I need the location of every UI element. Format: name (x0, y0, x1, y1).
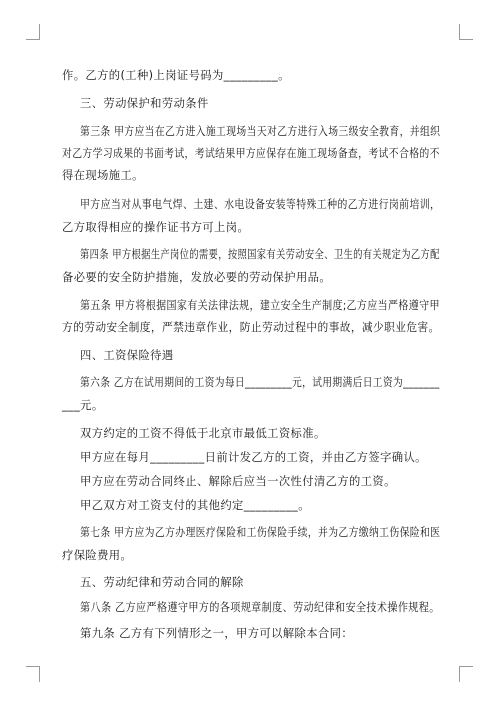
text-line: 甲方应在劳动合同终止、解除后应当一次性付清乙方的工资。 (80, 475, 396, 488)
text-line: 第六条 乙方在试用期间的工资为每日_________元，试用期满后日工资为_______ (80, 376, 440, 389)
text-line: 第五条 甲方将根据国家有关法律法规，建立安全生产制度;乙方应当严格遵守甲 (80, 299, 440, 312)
crop-mark-top-right (459, 39, 473, 40)
section-heading: 五、劳动纪律和劳动合同的解除 (80, 576, 244, 589)
crop-mark-bottom-right (459, 666, 460, 682)
text-line: 第八条 乙方应严格遵守甲方的各项规章制度、劳动纪律和安全技术操作规程。 (80, 601, 440, 614)
text-line: 得在现场施工。 (62, 169, 144, 182)
text-line: 对乙方学习成果的书面考试，考试结果甲方应保存在施工现场备查，考试不合格的不 (62, 147, 440, 160)
section-heading: 三、劳动保护和劳动条件 (80, 97, 209, 110)
crop-mark-top-left (26, 39, 40, 40)
text-line: 第四条 甲方根据生产岗位的需要，按照国家有关劳动安全、卫生的有关规定为乙方配 (80, 248, 440, 261)
crop-mark-bottom-right (459, 666, 473, 667)
crop-mark-bottom-left (39, 666, 40, 682)
text-line: 甲方应当对从事电气焊、土建、水电设备安装等特殊工种的乙方进行岗前培训， (80, 198, 441, 211)
crop-mark-bottom-left (26, 666, 40, 667)
crop-mark-top-left (39, 24, 40, 39)
text-line: 甲乙双方对工资支付的其他约定_________。 (80, 499, 310, 512)
section-heading: 四、工资保险待遇 (80, 349, 174, 362)
text-line: ___元。 (62, 399, 104, 412)
text-line: 疗保险费用。 (62, 549, 133, 562)
crop-mark-top-right (459, 24, 460, 39)
text-line: 备必要的安全防护措施，发放必要的劳动保护用品。 (62, 271, 332, 284)
text-line: 作。乙方的(工种)上岗证号码为_________。 (62, 69, 290, 82)
text-line: 双方约定的工资不得低于北京市最低工资标准。 (80, 427, 326, 440)
text-line: 甲方应在每月_________日前计发乙方的工资，并由乙方签字确认。 (80, 451, 427, 464)
text-line: 方的劳动安全制度，严禁违章作业，防止劳动过程中的事故，减少职业危害。 (62, 321, 440, 334)
text-line: 第七条 甲方应为乙方办理医疗保险和工伤保险手续，并为乙方缴纳工伤保险和医 (80, 526, 441, 539)
text-line: 乙方取得相应的操作证书方可上岗。 (62, 221, 250, 234)
text-line: 第三条 甲方应当在乙方进入施工现场当天对乙方进行入场三级安全教育，并组织 (80, 125, 441, 138)
text-line: 第九条 乙方有下列情形之一，甲方可以解除本合同： (80, 627, 354, 640)
